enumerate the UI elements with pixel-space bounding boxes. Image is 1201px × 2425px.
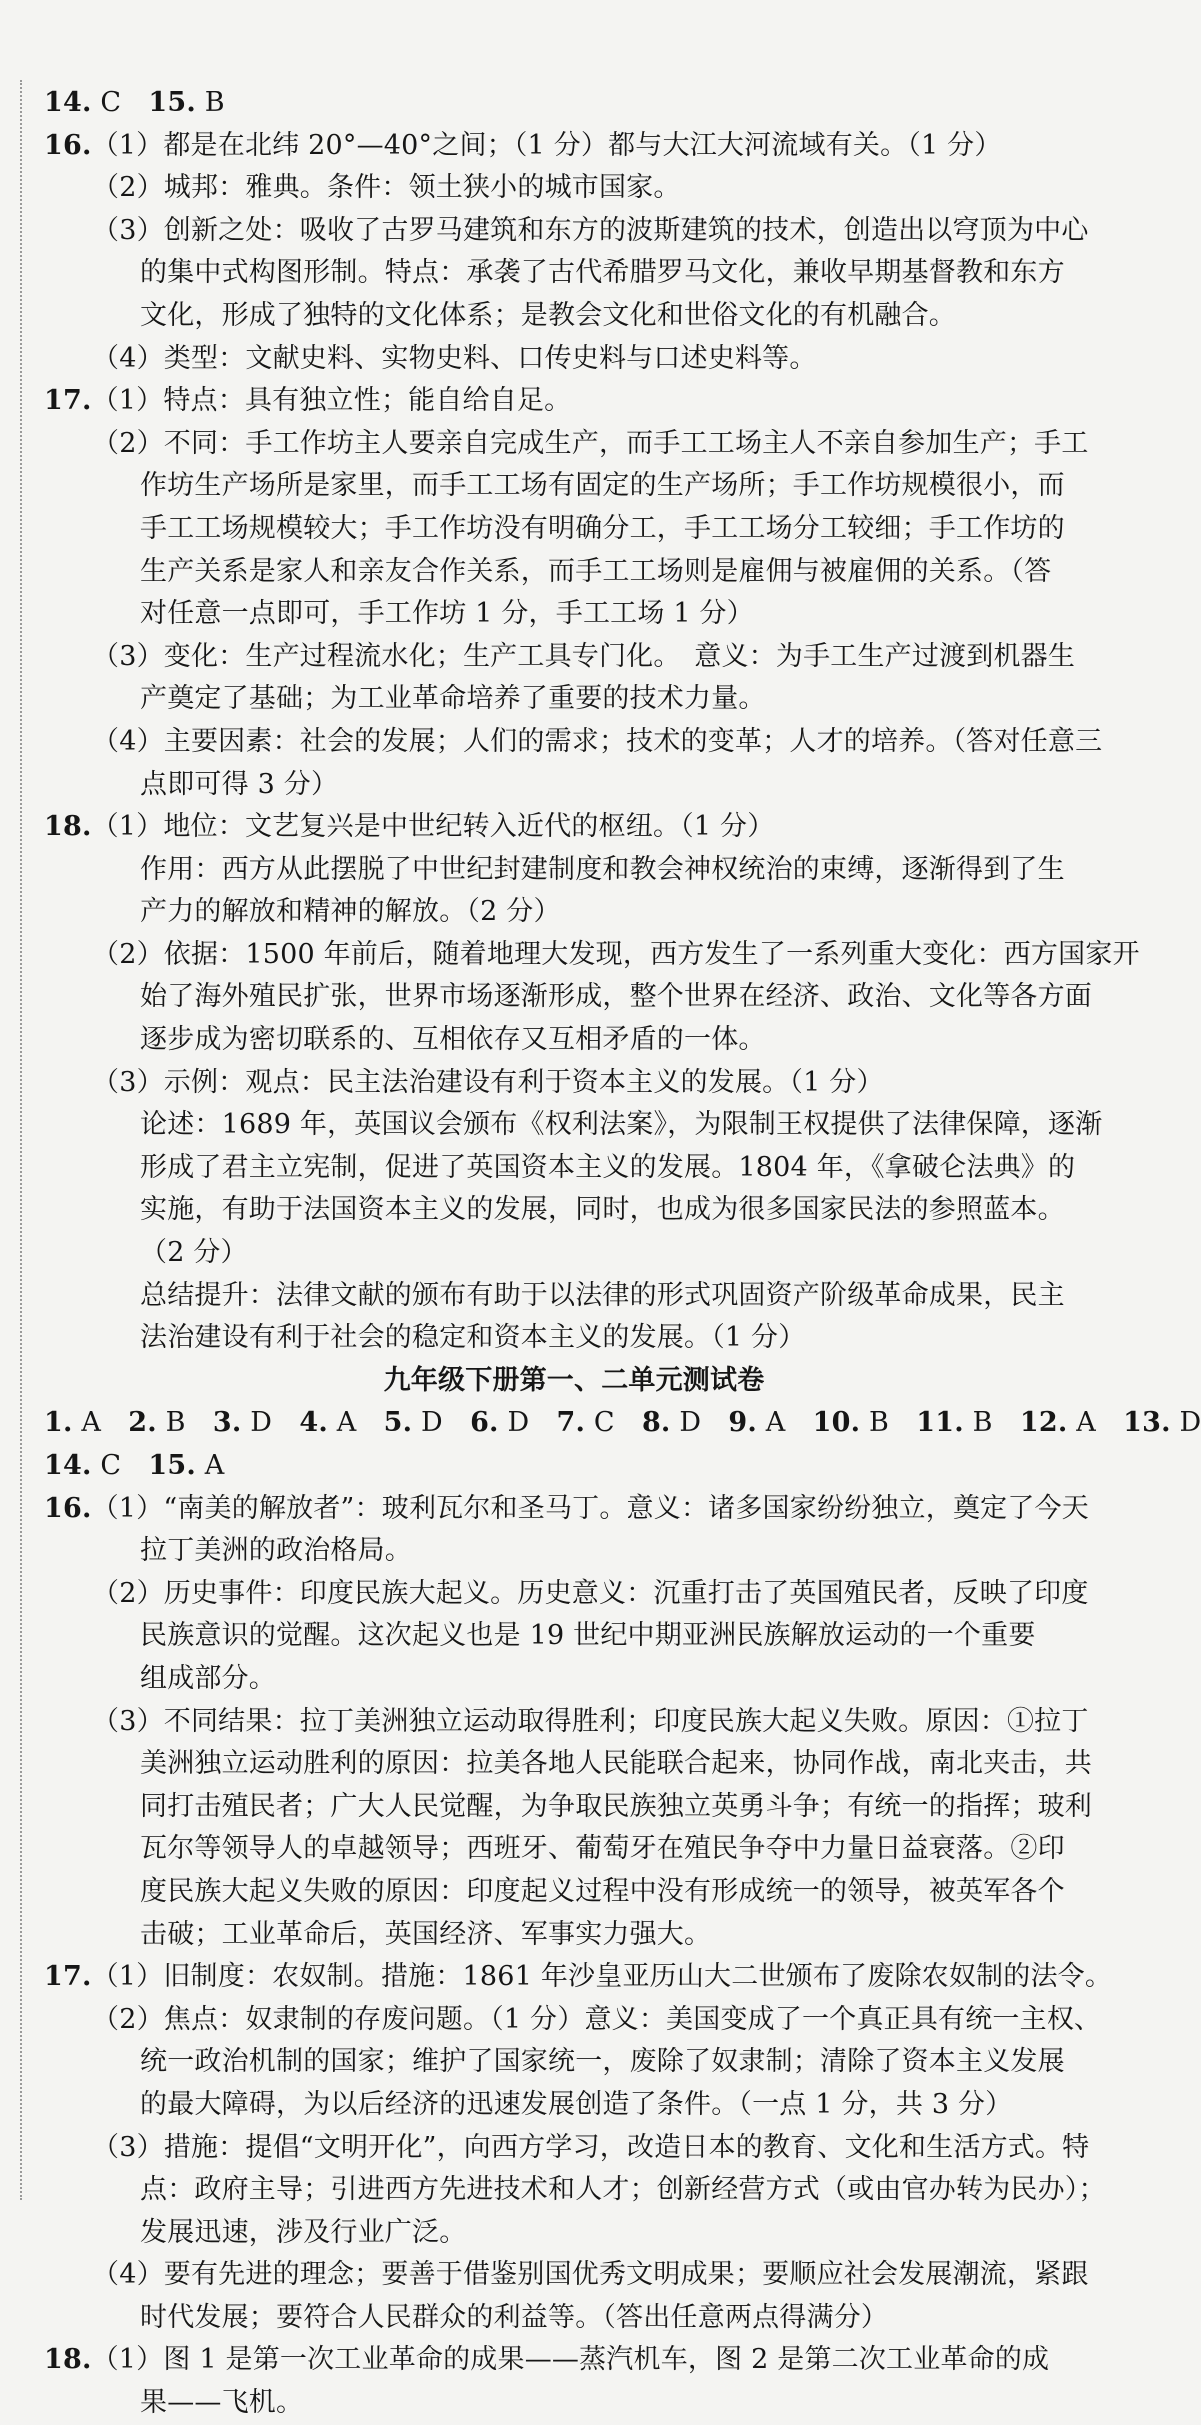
answer-line xyxy=(44,423,1104,466)
answer-line xyxy=(44,2382,1104,2425)
answer-text: 度民族大起义失败的原因：印度起义过程中没有形成统一的领导，被英军各个 xyxy=(140,1875,1065,1907)
answer-text: 文化，形成了独特的文化体系；是教会文化和世俗文化的有机融合。 xyxy=(140,299,956,331)
answer-line xyxy=(44,1914,1104,1957)
question-number: 9. xyxy=(728,1407,757,1439)
answer-text: A xyxy=(72,1407,129,1439)
answer-text: （1）图 1 是第一次工业革命的成果——蒸汽机车，图 2 是第二次工业革命的成 xyxy=(91,2344,1050,2376)
answer-text: D xyxy=(412,1407,471,1439)
answer-line xyxy=(44,1701,1104,1744)
question-number: 16. xyxy=(44,129,92,161)
answer-line xyxy=(44,1999,1104,2042)
answer-line xyxy=(44,1828,1104,1871)
answer-text: 产奠定了基础；为工业革命培养了重要的技术力量。 xyxy=(140,683,766,715)
answer-text: 拉丁美洲的政治格局。 xyxy=(140,1535,412,1567)
question-number: 17. xyxy=(44,385,92,417)
answer-line xyxy=(44,1530,1104,1573)
answer-text: （4）类型：文献史料、实物史料、口传史料与口述史料等。 xyxy=(92,342,817,374)
answer-text: 美洲独立运动胜利的原因：拉美各地人民能联合起来，协同作战，南北夹击，共 xyxy=(140,1748,1092,1780)
question-number: 18. xyxy=(44,811,92,843)
answer-line xyxy=(44,678,1104,721)
answer-line xyxy=(44,2084,1104,2127)
answer-text: 的集中式构图形制。特点：承袭了古代希腊罗马文化，兼收早期基督教和东方 xyxy=(140,257,1065,289)
answer-line xyxy=(44,295,1104,338)
question-number: 1. xyxy=(44,1407,73,1439)
question-number: 8. xyxy=(641,1407,671,1439)
answer-text: 的最大障碍，为以后经济的迅速发展创造了条件。（一点 1 分，共 3 分） xyxy=(140,2088,1013,2120)
answer-line xyxy=(44,976,1104,1019)
answer-line xyxy=(44,1445,1104,1488)
answer-text: （2 分） xyxy=(140,1237,248,1269)
answer-text: 对任意一点即可，手工作坊 1 分，手工工场 1 分） xyxy=(140,598,754,630)
question-number: 7. xyxy=(556,1407,586,1439)
answer-line xyxy=(44,721,1104,764)
answer-text: （3）不同结果：拉丁美洲独立运动取得胜利；印度民族大起义失败。原因：①拉丁 xyxy=(92,1705,1089,1737)
answer-text: C xyxy=(91,87,149,118)
answer-text: （3）示例：观点：民主法治建设有利于资本主义的发展。（1 分） xyxy=(92,1066,884,1098)
answer-line xyxy=(44,1062,1104,1105)
question-number: 3. xyxy=(212,1407,242,1439)
answer-text: 击破；工业革命后，英国经济、军事实力强大。 xyxy=(140,1918,712,1950)
answer-line xyxy=(44,1871,1104,1914)
question-number: 5. xyxy=(383,1407,413,1439)
answer-text: （1）地位：文艺复兴是中世纪转入近代的枢纽。（1 分） xyxy=(91,811,775,843)
answer-text: 生产关系是家人和亲友合作关系，而手工工场则是雇佣与被雇佣的关系。（答 xyxy=(140,555,1052,587)
answer-text: B xyxy=(196,87,225,118)
answer-line xyxy=(44,82,1104,125)
answer-line xyxy=(44,465,1104,508)
answer-line xyxy=(44,1743,1104,1786)
question-number: 15. xyxy=(148,87,196,118)
question-number: 4. xyxy=(299,1407,328,1439)
answer-text: B xyxy=(963,1407,1020,1439)
answer-line xyxy=(44,1019,1104,1062)
answer-text: 逐步成为密切联系的、互相依存又互相矛盾的一体。 xyxy=(140,1024,766,1056)
answer-text: 手工工场规模较大；手工作坊没有明确分工，手工工场分工较细；手工作坊的 xyxy=(140,512,1065,544)
question-number: 6. xyxy=(470,1407,499,1439)
answer-text: 民族意识的觉醒。这次起义也是 19 世纪中期亚洲民族解放运动的一个重要 xyxy=(140,1620,1036,1652)
answer-line xyxy=(44,1275,1104,1318)
answer-text: D xyxy=(1170,1407,1201,1439)
answer-text: （3）变化：生产过程流水化；生产工具专门化。 意义：为手工生产过渡到机器生 xyxy=(92,640,1076,672)
answer-line xyxy=(44,1232,1104,1275)
answer-line xyxy=(44,252,1104,295)
answer-line xyxy=(44,1786,1104,1829)
answer-text: 点即可得 3 分） xyxy=(140,768,339,800)
answer-line xyxy=(44,338,1104,381)
answer-line xyxy=(44,636,1104,679)
answer-text: A xyxy=(756,1407,813,1439)
answer-line xyxy=(44,593,1104,636)
answer-line xyxy=(44,934,1140,977)
answer-line xyxy=(44,1956,1113,1999)
question-number: 13. xyxy=(1123,1407,1171,1439)
answer-text: 统一政治机制的国家；维护了国家统一，废除了奴隶制；清除了资本主义发展 xyxy=(140,2046,1065,2078)
answer-line xyxy=(44,806,1104,849)
question-number: 14. xyxy=(44,1450,92,1481)
answer-text: A xyxy=(196,1450,225,1481)
answer-line xyxy=(44,764,1104,807)
answer-line xyxy=(44,1573,1104,1616)
answer-text: 作坊生产场所是家里，而手工工场有固定的生产场所；手工作坊规模很小，而 xyxy=(140,470,1065,502)
answer-line xyxy=(44,1104,1104,1147)
answer-text: 法治建设有利于社会的稳定和资本主义的发展。（1 分） xyxy=(140,1322,806,1354)
answer-line xyxy=(44,1402,1201,1445)
answer-text: （2）不同：手工作坊主人要亲自完成生产，而手工工场主人不亲自参加生产；手工 xyxy=(92,427,1089,459)
question-number: 11. xyxy=(916,1407,964,1439)
answer-line xyxy=(44,1658,1104,1701)
answer-line xyxy=(44,2127,1104,2170)
answer-text: （3）创新之处：吸收了古罗马建筑和东方的波斯建筑的技术，创造出以穹顶为中心 xyxy=(92,214,1089,246)
answer-text: D xyxy=(670,1407,729,1439)
answer-text: B xyxy=(156,1407,213,1439)
question-number: 12. xyxy=(1019,1407,1068,1439)
answer-text: （4）要有先进的理念；要善于借鉴别国优秀文明成果；要顺应社会发展潮流，紧跟 xyxy=(92,2259,1089,2291)
answer-line xyxy=(44,1189,1104,1232)
answer-line xyxy=(44,125,1104,168)
answer-line xyxy=(44,2254,1104,2297)
answer-text: 实施，有助于法国资本主义的发展，同时，也成为很多国家民法的参照蓝本。 xyxy=(140,1194,1065,1226)
answer-text: （1）“南美的解放者”：玻利瓦尔和圣马丁。意义：诸多国家纷纷独立，奠定了今天 xyxy=(91,1492,1089,1524)
answer-text: 总结提升：法律文献的颁布有助于以法律的形式巩固资产阶级革命成果，民主 xyxy=(140,1279,1065,1311)
answer-text: D xyxy=(498,1407,557,1439)
answer-text: 发展迅速，涉及行业广泛。 xyxy=(140,2216,467,2248)
answer-text: （2）城邦：雅典。条件：领土狭小的城市国家。 xyxy=(92,172,681,204)
answer-line xyxy=(44,508,1104,551)
answer-text: 论述：1689 年，英国议会颁布《权利法案》，为限制王权提供了法律保障，逐渐 xyxy=(140,1109,1103,1141)
answer-text: 同打击殖民者；广大人民觉醒，为争取民族独立英勇斗争；有统一的指挥；玻利 xyxy=(140,1790,1092,1822)
answer-line xyxy=(44,380,1104,423)
answer-line xyxy=(44,2169,1104,2212)
question-number: 17. xyxy=(44,1961,92,1993)
answer-text: 产力的解放和精神的解放。（2 分） xyxy=(140,896,561,928)
answer-text: 始了海外殖民扩张，世界市场逐渐形成，整个世界在经济、政治、文化等各方面 xyxy=(140,981,1092,1013)
answer-text: 点：政府主导；引进西方先进技术和人才；创新经营方式（或由官办转为民办）； xyxy=(140,2174,1106,2206)
answer-text: （4）主要因素：社会的发展；人们的需求；技术的变革；人才的培养。（答对任意三 xyxy=(92,725,1103,757)
answer-line xyxy=(44,167,1104,210)
answer-text: C xyxy=(91,1450,149,1481)
answer-text: C xyxy=(585,1407,642,1439)
answer-text: D xyxy=(241,1407,300,1439)
question-number: 10. xyxy=(812,1407,861,1439)
question-number: 14. xyxy=(44,87,92,118)
question-number: 2. xyxy=(128,1407,157,1439)
answer-text: A xyxy=(327,1407,384,1439)
margin-dotted-rule xyxy=(20,80,22,2200)
answer-line xyxy=(44,1615,1104,1658)
answer-line xyxy=(44,849,1104,892)
answer-text: 果——飞机。 xyxy=(140,2387,304,2419)
question-number: 16. xyxy=(44,1492,92,1524)
answer-text: 形成了君主立宪制，促进了英国资本主义的发展。1804 年，《拿破仑法典》的 xyxy=(140,1151,1076,1183)
answer-text-body xyxy=(44,82,1201,2425)
answer-text: （2）焦点：奴隶制的存废问题。（1 分）意义：美国变成了一个真正具有统一主权、 xyxy=(92,2003,1102,2035)
answer-text: （1）特点：具有独立性；能自给自足。 xyxy=(91,385,572,417)
answer-text: 组成部分。 xyxy=(140,1662,276,1694)
answer-text: （2）历史事件：印度民族大起义。历史意义：沉重打击了英国殖民者，反映了印度 xyxy=(92,1577,1089,1609)
answer-line xyxy=(44,891,1104,934)
section-title: 九年级下册第一、二单元测试卷 xyxy=(383,1364,765,1396)
answer-text: A xyxy=(1067,1407,1124,1439)
answer-text: （3）措施：提倡“文明开化”，向西方学习，改造日本的教育、文化和生活方式。特 xyxy=(92,2131,1090,2163)
answer-line xyxy=(44,1488,1104,1531)
answer-line xyxy=(44,1147,1104,1190)
answer-line xyxy=(44,2041,1104,2084)
answer-line xyxy=(44,2297,1104,2340)
answer-line xyxy=(44,210,1104,253)
question-number: 18. xyxy=(44,2344,92,2376)
answer-line xyxy=(44,2212,1104,2255)
answer-text: B xyxy=(860,1407,917,1439)
question-number: 15. xyxy=(148,1450,196,1481)
answer-line xyxy=(44,551,1104,594)
answer-text: （2）依据：1500 年前后，随着地理大发现，西方发生了一系列重大变化：西方国家开 xyxy=(92,938,1140,970)
answer-text: （1）旧制度：农奴制。措施：1861 年沙皇亚历山大二世颁布了废除农奴制的法令。 xyxy=(91,1961,1113,1993)
answer-text: 瓦尔等领导人的卓越领导；西班牙、葡萄牙在殖民争夺中力量日益衰落。②印 xyxy=(140,1833,1065,1865)
answer-text: 作用：西方从此摆脱了中世纪封建制度和教会神权统治的束缚，逐渐得到了生 xyxy=(140,853,1065,885)
answer-text: （1）都是在北纬 20°—40°之间；（1 分）都与大江大河流域有关。（1 分） xyxy=(91,129,1002,161)
answer-line xyxy=(44,2339,1104,2382)
answer-line xyxy=(44,1317,1104,1360)
answer-text: 时代发展；要符合人民群众的利益等。（答出任意两点得满分） xyxy=(140,2301,889,2333)
